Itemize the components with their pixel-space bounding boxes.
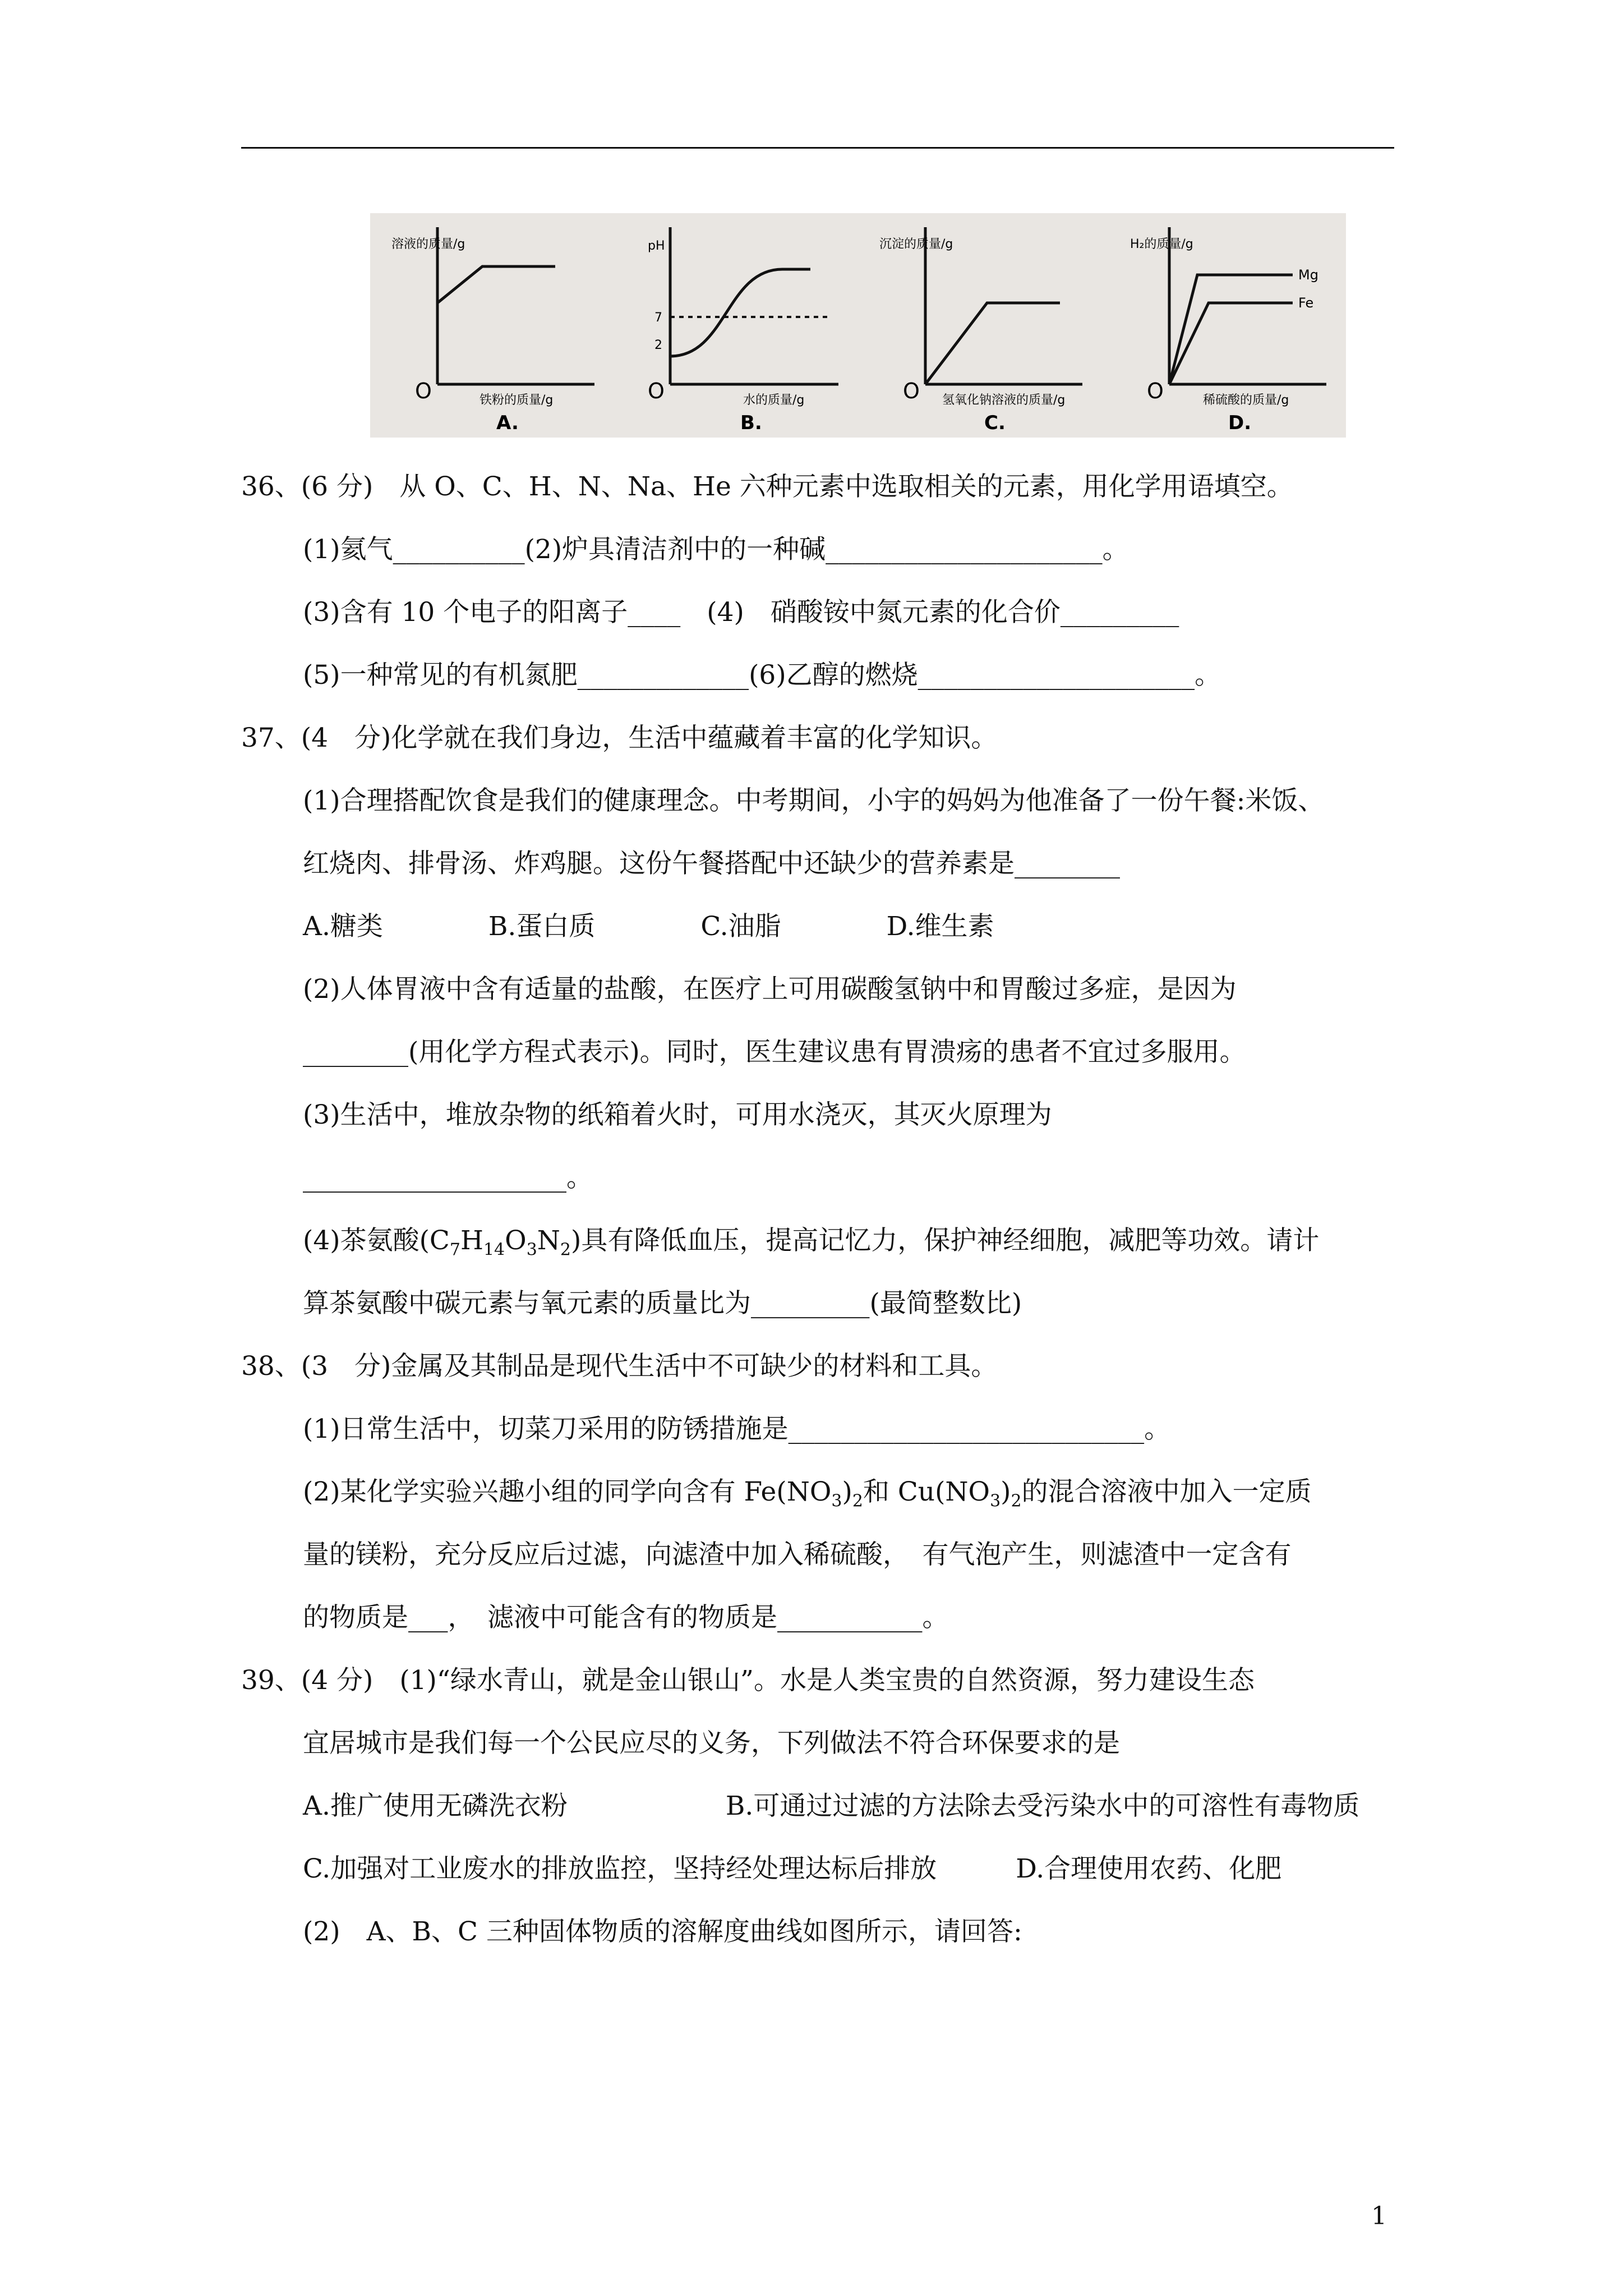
q38-part-2-cont: 量的镁粉，充分反应后过滤，向滤渣中加入稀硫酸， 有气泡产生，则滤渣中一定含有 <box>303 1539 1292 1570</box>
q38-sub-2: 2 <box>852 1491 863 1511</box>
q38-part-2-cont2: 的物质是___， 滤液中可能含有的物质是___________。 <box>303 1602 949 1633</box>
graph-c-plot <box>864 213 1099 438</box>
graph-d-series-mg: Mg <box>1298 267 1318 283</box>
q37-part-3-blank: ____________________。 <box>303 1162 593 1193</box>
q38-part-2-pre: (2)某化学实验兴趣小组的同学向含有 Fe(NO <box>303 1476 832 1507</box>
graph-b-origin: O <box>648 379 665 403</box>
q37-part-4 <box>303 1224 1319 1267</box>
q38-mid: 和 Cu(NO <box>863 1476 990 1507</box>
graph-c-caption: C. <box>984 412 1006 434</box>
graph-b-tick-2: 2 <box>654 338 662 352</box>
q37-stem: 37、(4 分)化学就在我们身边，生活中蕴藏着丰富的化学知识。 <box>241 723 998 753</box>
graph-c-ylabel: 沉淀的质量/g <box>879 237 953 251</box>
graph-c <box>864 213 1099 438</box>
q38-stem: 38、(3 分)金属及其制品是现代生活中不可缺少的材料和工具。 <box>241 1351 998 1382</box>
graph-b-caption: B. <box>740 412 762 434</box>
q36-stem: 36、(6 分) 从 O、C、H、N、Na、He 六种元素中选取相关的元素，用化学用语填空。 <box>241 471 1293 502</box>
q36-part-3-4: (3)含有 10 个电子的阳离子____ (4) 硝酸铵中氮元素的化合价_________ <box>303 597 1179 628</box>
graph-c-origin: O <box>903 379 920 403</box>
graph-d <box>1108 213 1343 438</box>
graph-c-xlabel: 氢氧化钠溶液的质量/g <box>942 393 1066 407</box>
q38-part-1: (1)日常生活中，切菜刀采用的防锈措施是___________________________。 <box>303 1414 1171 1444</box>
q37-sub-o: 3 <box>526 1240 537 1260</box>
q38-sub-1: 3 <box>831 1491 842 1511</box>
q38-sub-4: 2 <box>1011 1491 1022 1511</box>
q37-part-2: (2)人体胃液中含有适量的盐酸，在医疗上可用碳酸氢钠中和胃酸过多症，是因为 <box>303 974 1237 1005</box>
q38-paren-1: ) <box>842 1476 852 1507</box>
graph-d-caption: D. <box>1228 412 1252 434</box>
graph-d-series-fe: Fe <box>1298 295 1314 311</box>
q37-part-2-cont: ________(用化学方程式表示)。同时，医生建议患有胃溃疡的患者不宜过多服用。 <box>303 1037 1246 1068</box>
q37-part-1-options: A.糖类 B.蛋白质 C.油脂 D.维生素 <box>303 911 994 942</box>
graph-b <box>620 213 855 438</box>
graph-b-xlabel: 水的质量/g <box>743 393 805 407</box>
q37-sub-n: 2 <box>560 1240 571 1260</box>
q37-element-n: N <box>537 1225 560 1256</box>
q37-part-1: (1)合理搭配饮食是我们的健康理念。中考期间，小宇的妈妈为他准备了一份午餐:米饭、 <box>303 785 1325 816</box>
q38-paren-2: ) <box>1000 1476 1011 1507</box>
graph-d-ylabel: H₂的质量/g <box>1130 237 1193 251</box>
graph-d-plot <box>1108 213 1343 438</box>
graph-a-ylabel: 溶液的质量/g <box>391 237 465 251</box>
q38-part-2-post: 的混合溶液中加入一定质 <box>1021 1476 1312 1507</box>
graph-b-ylabel: pH <box>648 239 665 253</box>
graph-d-xlabel: 稀硫酸的质量/g <box>1203 393 1289 407</box>
q36-part-1-2: (1)氦气__________(2)炉具清洁剂中的一种碱_____________________。 <box>303 534 1129 565</box>
graph-a <box>376 213 611 438</box>
q36-part-5-6: (5)一种常见的有机氮肥_____________(6)乙醇的燃烧_____________________。 <box>303 660 1221 691</box>
q37-part-4-cont: 算茶氨酸中碳元素与氧元素的质量比为_________(最简整数比) <box>303 1288 1022 1319</box>
q38-part-2 <box>303 1475 1312 1518</box>
q39-stem: 39、(4 分) (1)“绿水青山，就是金山银山”。水是人类宝贵的自然资源，努力建设生态 <box>241 1665 1255 1696</box>
graph-d-origin: O <box>1147 379 1164 403</box>
q37-element-h: H <box>460 1225 483 1256</box>
answer-choice-graphs <box>370 213 1346 438</box>
q39-options-ab: A.推广使用无磷洗衣粉 B.可通过过滤的方法除去受污染水中的可溶性有毒物质 <box>303 1791 1360 1821</box>
graph-a-xlabel: 铁粉的质量/g <box>479 393 554 407</box>
q37-part-1-cont: 红烧肉、排骨汤、炸鸡腿。这份午餐搭配中还缺少的营养素是________ <box>303 848 1120 879</box>
graph-a-caption: A. <box>496 412 519 434</box>
graph-a-origin: O <box>415 379 432 403</box>
page-number: 1 <box>1371 2202 1387 2230</box>
q37-element-o: O <box>505 1225 527 1256</box>
q37-sub-h: 14 <box>483 1240 505 1260</box>
q39-part-2: (2) A、B、C 三种固体物质的溶解度曲线如图所示，请回答: <box>303 1916 1022 1947</box>
graph-b-tick-7: 7 <box>654 311 662 325</box>
q37-sub-c: 7 <box>449 1240 460 1260</box>
q38-sub-3: 3 <box>990 1491 1001 1511</box>
graph-b-plot <box>620 213 855 438</box>
q39-options-cd: C.加强对工业废水的排放监控，坚持经处理达标后排放 D.合理使用农药、化肥 <box>303 1853 1282 1884</box>
graph-a-plot <box>376 213 611 438</box>
q37-part-4-pre: (4)茶氨酸(C <box>303 1225 450 1256</box>
header-rule <box>241 147 1394 149</box>
q37-part-3: (3)生活中，堆放杂物的纸箱着火时，可用水浇灭，其灭火原理为 <box>303 1099 1052 1130</box>
q37-part-4-post: )具有降低血压，提高记忆力，保护神经细胞，减肥等功效。请计 <box>571 1225 1320 1256</box>
q39-stem-cont: 宜居城市是我们每一个公民应尽的义务，下列做法不符合环保要求的是 <box>303 1728 1120 1759</box>
